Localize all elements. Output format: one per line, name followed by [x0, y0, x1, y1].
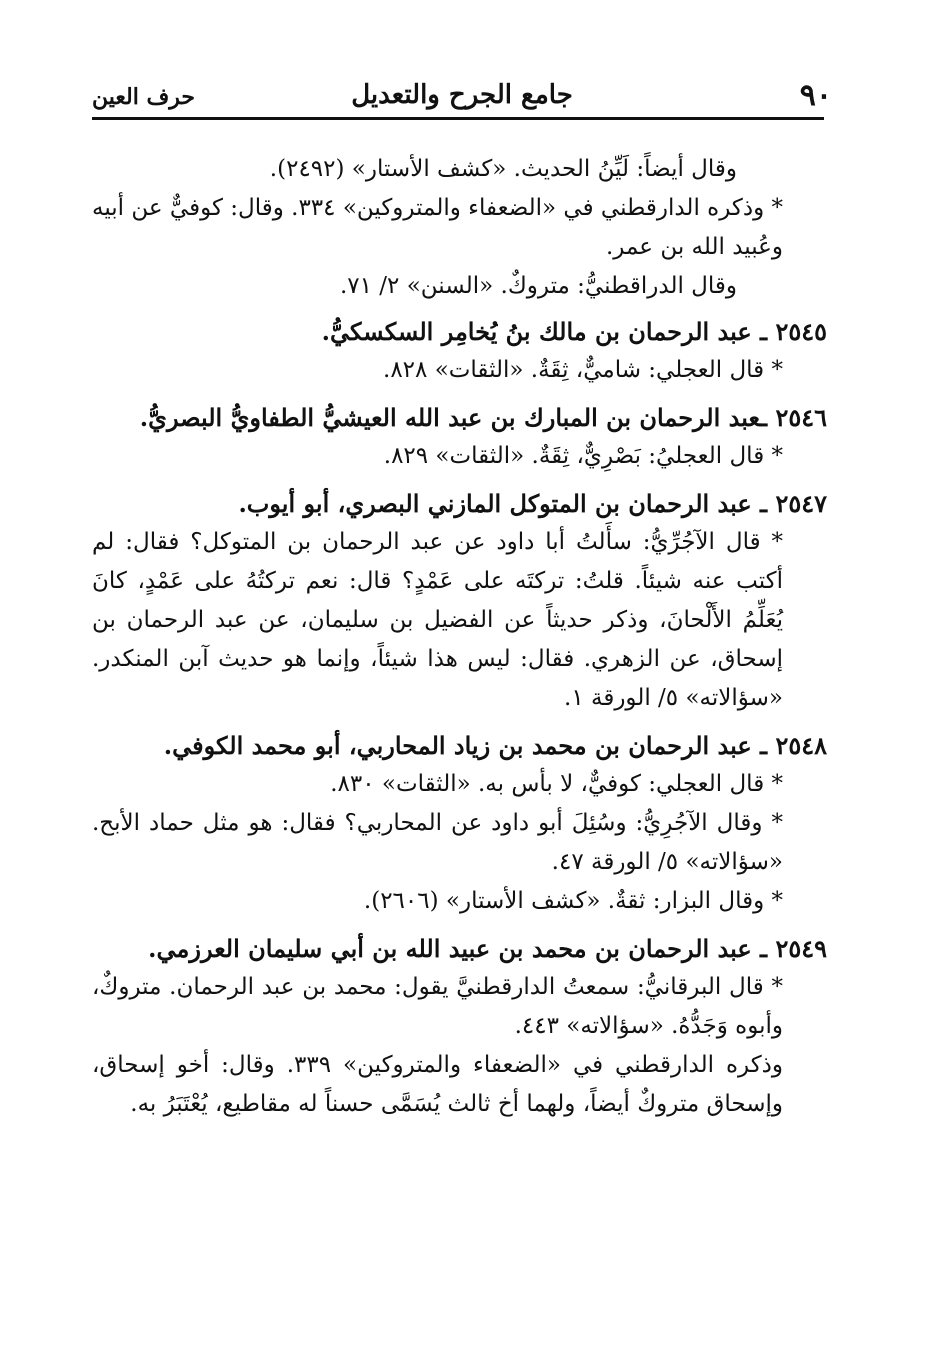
entry-heading: ٢٥٤٦ ـعبد الرحمان بن المبارك بن عبد الله العيشيُّ الطفاويُّ البصريُّ.: [139, 403, 827, 432]
header-rule: [92, 117, 824, 120]
paragraph: وقال أيضاً: لَيِّنُ الحديث. «كشف الأستار» (٢٤٩٢).: [269, 156, 737, 182]
entry-heading: ٢٥٤٧ ـ عبد الرحمان بن المتوكل المازني البصري، أبو أيوب.: [238, 489, 827, 518]
paragraph: * قال العجليُ: بَصْرِيٌّ، ثِقَةٌ. «الثقات» ٨٢٩.: [383, 443, 783, 469]
page-body: [92, 150, 827, 1124]
paragraph: * قال الآجُرِّيُّ: سأَلتُ أبا داود عن عبد الرحمان بن المتوكل؟ فقال: لم أكتب عنه شيئاً. قلتُ: تركتَه على عَمْدٍ؟ قال: نعم تركتُهُ على عَمْدٍ، كانَ يُعَلِّمُ الأَلْحانَ، وذكر حديثاً عن الفضيل بن سليمان، عن عبد الرحمان بن إسحاق، عن الزهري. فقال: ليس هذا شيئاً، وإنما هو حديث آبن المنكدر. «سؤالاته» ٥/ الورقة ١.: [92, 529, 783, 711]
entry-heading: ٢٥٤٥ ـ عبد الرحمان بن مالك بنُ يُخامِر السكسكيُّ.: [321, 317, 827, 346]
book-title: جامع الجرح والتعديل: [351, 80, 573, 110]
paragraph: * قال العجلي: كوفيٌّ، لا بأس به. «الثقات» ٨٣٠.: [330, 771, 783, 797]
page-number: ٩٠: [799, 78, 832, 113]
entry-heading: ٢٥٤٩ ـ عبد الرحمان بن محمد بن عبيد الله بن أبي سليمان العرزمي.: [148, 934, 827, 963]
paragraph: * وقال البزار: ثقةٌ. «كشف الأستار» (٢٦٠٦).: [363, 888, 783, 914]
section-title: حرف العين: [92, 84, 196, 110]
page-header: [92, 72, 832, 120]
paragraph: * قال العجلي: شاميٌّ، ثِقَةٌ. «الثقات» ٨٢٨.: [383, 357, 783, 383]
paragraph: * وذكره الدارقطني في «الضعفاء والمتروكين» ٣٣٤. وقال: كوفيٌّ عن أبيه وعُبيد الله بن عمر.: [92, 195, 783, 260]
paragraph: وذكره الدارقطني في «الضعفاء والمتروكين» ٣٣٩. وقال: أخو إسحاق، وإسحاق متروكٌ أيضاً، ولهما أخ ثالث يُسَمَّى حسناً له مقاطيع، يُعْتَبَرُ به.: [92, 1052, 783, 1117]
paragraph: وقال الدراقطنيُّ: متروكٌ. «السنن» ٢/ ٧١.: [339, 273, 737, 299]
paragraph: * وقال الآجُرِيُّ: وسُئِلَ أبو داود عن المحاربي؟ فقال: هو مثل حماد الأبح. «سؤالاته» ٥/ الورقة ٤٧.: [92, 810, 783, 875]
paragraph: * قال البرقانيُّ: سمعتُ الدارقطنيَّ يقول: محمد بن عبد الرحمان. متروكٌ، وأبوه وَجَدُّهُ. «سؤالاته» ٤٤٣.: [92, 974, 783, 1039]
entry-heading: ٢٥٤٨ ـ عبد الرحمان بن محمد بن زياد المحاربي، أبو محمد الكوفي.: [163, 731, 827, 760]
